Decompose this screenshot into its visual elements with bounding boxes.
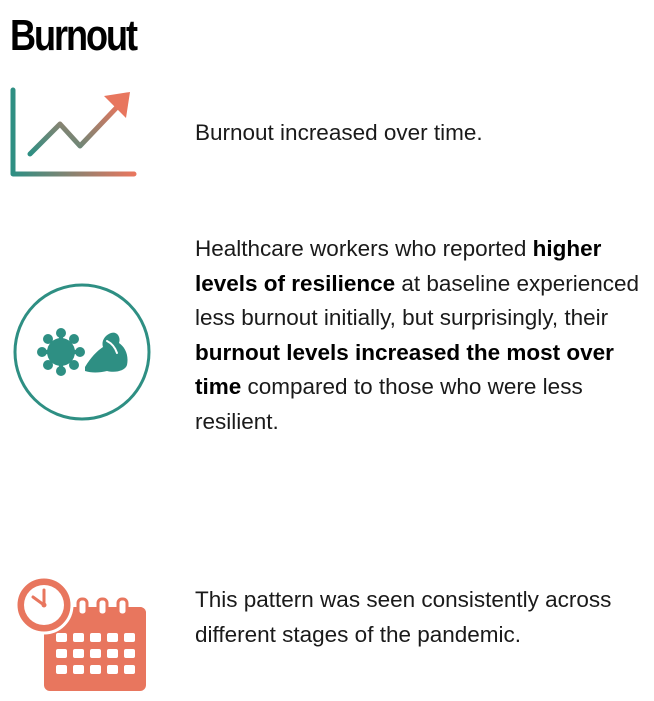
- text-segment: Healthcare workers who reported: [195, 236, 533, 261]
- text-segment: at baseline experienced less burnout initially, but surprisingly, their: [195, 270, 640, 330]
- item-text-burnout-increase: Burnout increased over time.: [195, 120, 483, 145]
- flexed-arm-resilience-icon: [11, 281, 153, 423]
- page-title: Burnout: [10, 11, 136, 60]
- item-text-pattern: This pattern was seen consistently across different stages of the pandemic.: [195, 587, 612, 647]
- text-segment: compared to those who were less resilient.: [195, 374, 583, 434]
- calendar-clock-icon: [14, 575, 152, 693]
- text-emphasis: higher levels of resilience: [195, 236, 602, 296]
- text-emphasis: burnout levels increased the most over time: [195, 339, 614, 399]
- trend-up-chart-icon: [8, 86, 140, 182]
- item-text-resilience: [195, 232, 647, 439]
